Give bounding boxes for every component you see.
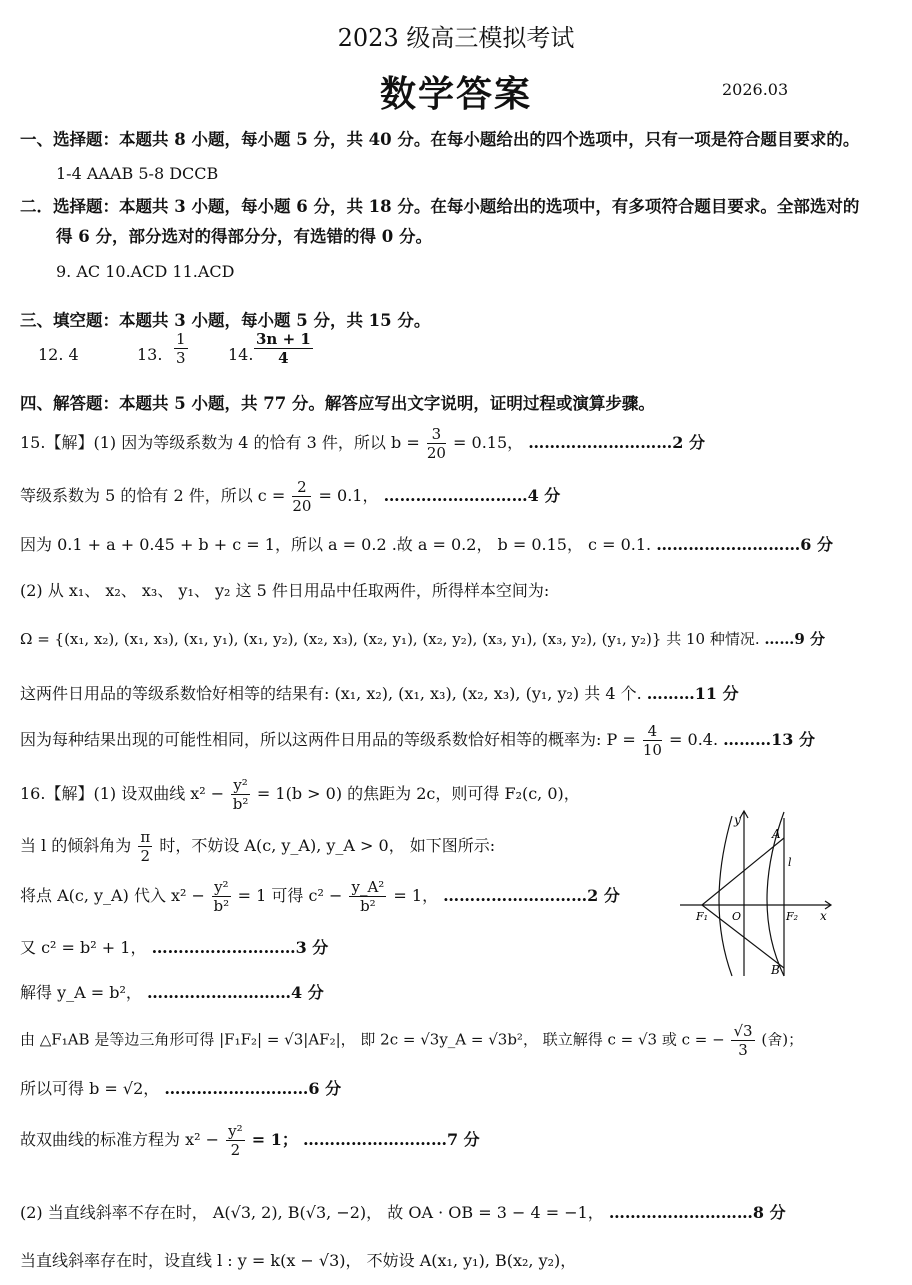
q16-line-3-result: = 1， bbox=[393, 886, 439, 905]
q16-line-10: 当直线斜率存在时，设直线 l : y = k(x − √3)， 不妨设 A(x₁, y₁), B(x₂, y₂)， bbox=[20, 1251, 577, 1270]
answer-13-fraction bbox=[172, 330, 190, 367]
q16-line-3-num: y² bbox=[214, 878, 229, 896]
q16-line-8-text: 故双曲线的标准方程为 x² − bbox=[20, 1130, 220, 1149]
answer-title: 数学答案 bbox=[379, 73, 532, 115]
q15-score-9: ……9 分 bbox=[764, 630, 826, 648]
q16-line-3 bbox=[20, 878, 620, 915]
q16-line-6-num: √3 bbox=[733, 1022, 753, 1040]
q15-line-3-text: 因为 0.1 + a + 0.45 + b + c = 1，所以 a = 0.2 .故 a = 0.2， b = 0.15， c = 0.1. bbox=[20, 535, 652, 554]
q15-line-1-result: = 0.15， bbox=[453, 433, 524, 452]
q16-line-3-mid: = 1 可得 c² − bbox=[237, 886, 343, 905]
answer-13-label: 13. bbox=[137, 345, 163, 364]
q16-line-1 bbox=[20, 776, 580, 813]
q15-line-2-result: = 0.1， bbox=[318, 486, 379, 505]
q16-line-3-den: b² bbox=[213, 897, 230, 915]
q16-line-6-text: 由 △F₁AB 是等边三角形可得 |F₁F₂| = √3|AF₂|， 即 2c = √3y_A = √3b²， 联立解得 c = √3 或 c = − bbox=[20, 1030, 725, 1049]
label-B: B bbox=[771, 963, 780, 977]
q15-line-3 bbox=[20, 532, 833, 555]
answer-14-label: 14. bbox=[228, 345, 254, 364]
answer-13-denominator: 3 bbox=[176, 349, 186, 367]
q15-line-1-den: 20 bbox=[426, 444, 446, 462]
q16-line-9 bbox=[20, 1200, 786, 1223]
q16-line-2-den: 2 bbox=[140, 847, 151, 865]
q15-line-6 bbox=[20, 681, 739, 704]
q15-score-13: ………13 分 bbox=[723, 730, 815, 749]
q15-line-2 bbox=[20, 478, 560, 515]
q16-line-4-text: 又 c² = b² + 1， bbox=[20, 938, 147, 957]
exam-title: 2023 级高三模拟考试 bbox=[337, 24, 575, 52]
answer-14-numerator: 3n + 1 bbox=[256, 330, 311, 348]
q16-line-5-text: 解得 y_A = b²， bbox=[20, 983, 142, 1002]
answer-14-fraction bbox=[252, 330, 315, 367]
q16-line-6-den: 3 bbox=[738, 1041, 748, 1059]
exam-date: 2026.03 bbox=[722, 80, 789, 99]
q16-line-4 bbox=[20, 935, 328, 958]
q16-line-8-den: 2 bbox=[230, 1141, 241, 1159]
q15-line-7-num: 4 bbox=[643, 722, 662, 741]
q15-equal-results: 这两件日用品的等级系数恰好相等的结果有: (x₁, x₂), (x₁, x₃), (x₂, x₃), (y₁, y₂) 共 4 个. bbox=[20, 684, 642, 703]
q15-line-7-text: 因为每种结果出现的可能性相同，所以这两件日用品的等级系数恰好相等的概率为: P = bbox=[20, 730, 636, 749]
section-2-heading: 二．选择题：本题共 3 小题，每小题 6 分，共 18 分。在每小题给出的选项中，有多项符合题目要求。全部选对的 bbox=[20, 197, 860, 216]
q16-line-9-text: (2) 当直线斜率不存在时， A(√3, 2), B(√3, −2)， 故 OA · OB = 3 − 4 = −1， bbox=[20, 1203, 604, 1222]
q15-line-2-text: 等级系数为 5 的恰有 2 件，所以 c = bbox=[20, 486, 286, 505]
q15-line-7-result: = 0.4. bbox=[669, 730, 719, 749]
q15-line-1-text: 15.【解】(1) 因为等级系数为 4 的恰有 3 件，所以 b = bbox=[20, 433, 420, 452]
q16-score-7: ………………………7 分 bbox=[302, 1130, 480, 1149]
label-F2: F₂ bbox=[786, 910, 799, 923]
q15-score-11: ………11 分 bbox=[646, 684, 739, 703]
q16-line-8-result: = 1； bbox=[251, 1130, 298, 1149]
label-F1: F₁ bbox=[696, 910, 709, 923]
q16-line-8-num: y² bbox=[228, 1122, 243, 1140]
q16-score-8: ………………………8 分 bbox=[608, 1203, 786, 1222]
hyperbola-figure bbox=[680, 808, 840, 980]
q16-line-1-den: b² bbox=[232, 795, 249, 813]
q15-line-4: (2) 从 x₁、 x₂、 x₃、 y₁、 y₂ 这 5 件日用品中任取两件，所得样本空间为: bbox=[20, 581, 550, 600]
section-4-heading: 四、解答题：本题共 5 小题，共 77 分。解答应写出文字说明，证明过程或演算步骤。 bbox=[20, 394, 655, 413]
q16-line-6-result: (舍)； bbox=[761, 1030, 804, 1049]
q16-score-3: ………………………3 分 bbox=[151, 938, 329, 957]
section-2-answers: 9. AC 10.ACD 11.ACD bbox=[56, 262, 235, 281]
q16-score-4: ………………………4 分 bbox=[147, 983, 324, 1002]
q15-line-7 bbox=[20, 722, 815, 759]
q16-line-2-result: 时，不妨设 A(c, y_A), y_A > 0， 如下图所示: bbox=[159, 836, 496, 855]
q16-line-5 bbox=[20, 980, 324, 1003]
q16-line-3-text: 将点 A(c, y_A) 代入 x² − bbox=[20, 886, 205, 905]
segment-F1B bbox=[702, 905, 784, 968]
q16-line-2 bbox=[20, 828, 495, 865]
q15-line-2-den: 20 bbox=[292, 497, 312, 515]
label-x: x bbox=[820, 909, 827, 923]
section-1-answers: 1-4 AAAB 5-8 DCCB bbox=[56, 164, 219, 183]
q15-score-4: ………………………4 分 bbox=[383, 486, 561, 505]
answer-12: 12. 4 bbox=[38, 345, 79, 364]
section-2-heading-cont: 得 6 分，部分选对的得部分分，有选错的得 0 分。 bbox=[56, 227, 432, 246]
q15-line-7-den: 10 bbox=[642, 741, 662, 759]
q16-line-2-num: π bbox=[140, 828, 151, 846]
section-3-heading: 三、填空题：本题共 3 小题，每小题 5 分，共 15 分。 bbox=[20, 311, 431, 330]
q15-line-1-num: 3 bbox=[427, 425, 446, 444]
q15-score-2: ………………………2 分 bbox=[528, 433, 705, 452]
left-branch-curve bbox=[719, 816, 732, 976]
q16-line-7-text: 所以可得 b = √2， bbox=[20, 1079, 160, 1098]
q16-score-2: ………………………2 分 bbox=[443, 886, 620, 905]
label-y: y bbox=[734, 813, 741, 827]
segment-F1A bbox=[702, 838, 784, 905]
q16-line-1-text: 16.【解】(1) 设双曲线 x² − bbox=[20, 784, 225, 803]
answer-13-numerator: 1 bbox=[176, 330, 186, 348]
q16-score-6: ………………………6 分 bbox=[164, 1079, 342, 1098]
section-1-heading: 一、选择题：本题共 8 小题，每小题 5 分，共 40 分。在每小题给出的四个选项中，只有一项是符合题目要求的。 bbox=[20, 130, 860, 149]
q15-score-6: ………………………6 分 bbox=[656, 535, 833, 554]
q16-line-2-text: 当 l 的倾斜角为 bbox=[20, 836, 132, 855]
q16-line-7 bbox=[20, 1076, 341, 1099]
q16-line-8 bbox=[20, 1122, 480, 1159]
label-O: O bbox=[732, 910, 742, 923]
q16-line-6 bbox=[20, 1022, 803, 1059]
q16-line-3-den2: b² bbox=[360, 897, 376, 915]
label-l: l bbox=[788, 856, 792, 869]
q16-line-3-num2: y_A² bbox=[351, 878, 385, 896]
label-A: A bbox=[772, 827, 781, 841]
q15-sample-space: Ω = {(x₁, x₂), (x₁, x₃), (x₁, y₁), (x₁, y₂), (x₂, x₃), (x₂, y₁), (x₂, y₂), (x₃, y₁), (x₃, y₂), (y₁, y₂)} 共 10 种情况. bbox=[20, 630, 760, 648]
q15-line-5 bbox=[20, 628, 825, 649]
answer-14-denominator: 4 bbox=[278, 349, 289, 367]
q16-line-1-result: = 1(b > 0) 的焦距为 2c，则可得 F₂(c, 0)， bbox=[256, 784, 580, 803]
q16-line-1-num: y² bbox=[233, 776, 248, 794]
q15-line-1 bbox=[20, 425, 705, 462]
q15-line-2-num: 2 bbox=[292, 478, 311, 497]
